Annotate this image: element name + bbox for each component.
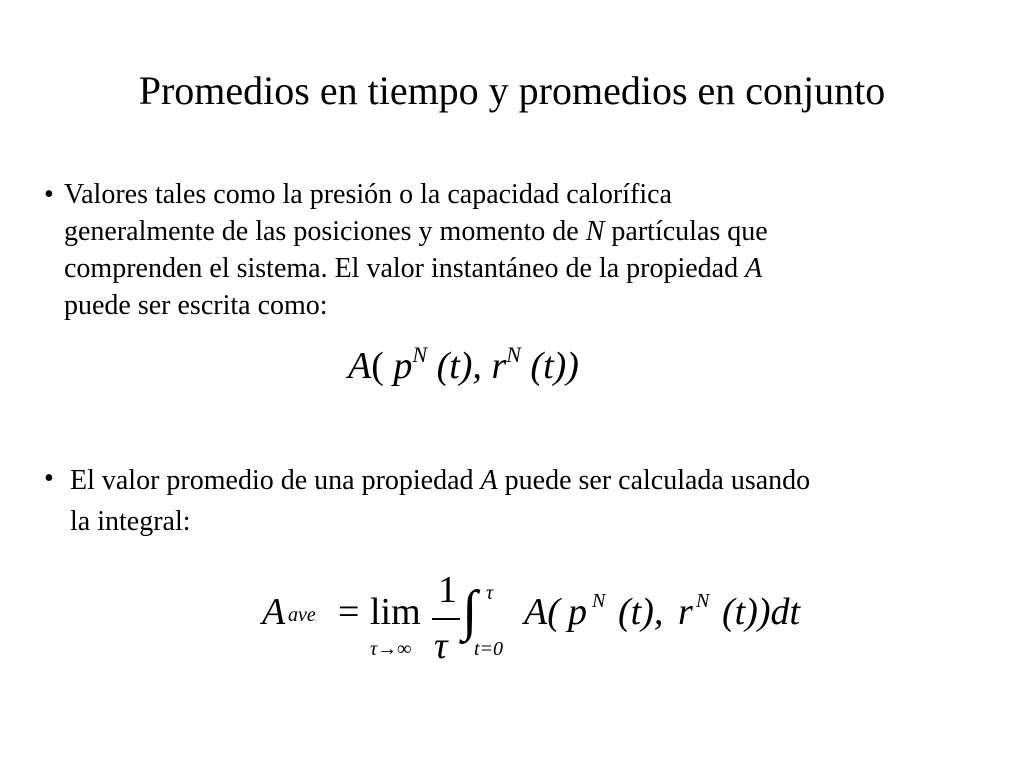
eq1-A: A (348, 345, 372, 387)
symbol-A: A (745, 253, 763, 284)
text-span: El valor promedio de una propiedad (70, 465, 481, 496)
eq2-body-A: A( (524, 591, 560, 633)
eq2-p: p (568, 591, 587, 633)
eq2-fraction-bar (432, 618, 460, 620)
text-span: generalmente de las posiciones y momento de (64, 216, 586, 247)
equation-average (262, 568, 862, 668)
eq1-paren: ( (371, 345, 384, 387)
eq2-r: r (678, 591, 693, 633)
bullet-1-line-2 (64, 213, 768, 250)
eq2-upper: τ (486, 582, 494, 604)
bullet-2-text (70, 460, 810, 542)
bullet-2-line-2: la integral: (70, 506, 191, 537)
eq2-A: A (262, 591, 286, 633)
eq2-denominator: τ (434, 625, 448, 667)
slide-title: Promedios en tiempo y promedios en conjunto (138, 68, 886, 113)
bullet-2-line-1 (70, 460, 810, 501)
text-span: comprenden el sistema. El valor instantáneo de la propiedad (64, 253, 746, 284)
eq2-integral: ∫ (462, 580, 478, 642)
eq2-sup-N: N (592, 590, 606, 612)
bullet-1-text (64, 176, 768, 324)
bullet-2 (44, 460, 810, 542)
text-span: partículas que (604, 216, 768, 247)
eq2-equals: = (338, 591, 360, 633)
eq2-sub-ave: ave (288, 604, 316, 626)
eq2-t2: (t))dt (722, 591, 801, 633)
eq1-t2: (t)) (530, 345, 579, 387)
eq2-t1: (t), (618, 591, 664, 633)
bullet-1-line-1: Valores tales como la presión o la capacidad calorífica (64, 179, 672, 210)
eq2-lim-sub: τ→∞ (370, 638, 412, 660)
bullet-marker: • (44, 463, 54, 494)
equation-instantaneous (348, 336, 579, 401)
eq2-sup-N: N (696, 590, 710, 612)
eq1-t1: (t), (436, 345, 482, 387)
eq1-sup-N: N (506, 342, 521, 367)
symbol-N: N (585, 216, 605, 247)
eq2-numerator: 1 (438, 569, 457, 611)
text-span: puede ser calculada usando (497, 465, 811, 496)
bullet-1 (44, 176, 768, 324)
eq2-lower: t=0 (474, 638, 504, 660)
eq1-p: p (393, 345, 413, 387)
eq2-lim: lim (370, 591, 421, 633)
bullet-marker: • (44, 179, 54, 210)
bullet-1-line-3 (64, 250, 768, 287)
symbol-A: A (480, 465, 498, 496)
eq1-sup-N: N (412, 342, 428, 367)
bullet-1-line-4: puede ser escrita como: (64, 290, 328, 321)
eq1-r: r (491, 345, 507, 387)
